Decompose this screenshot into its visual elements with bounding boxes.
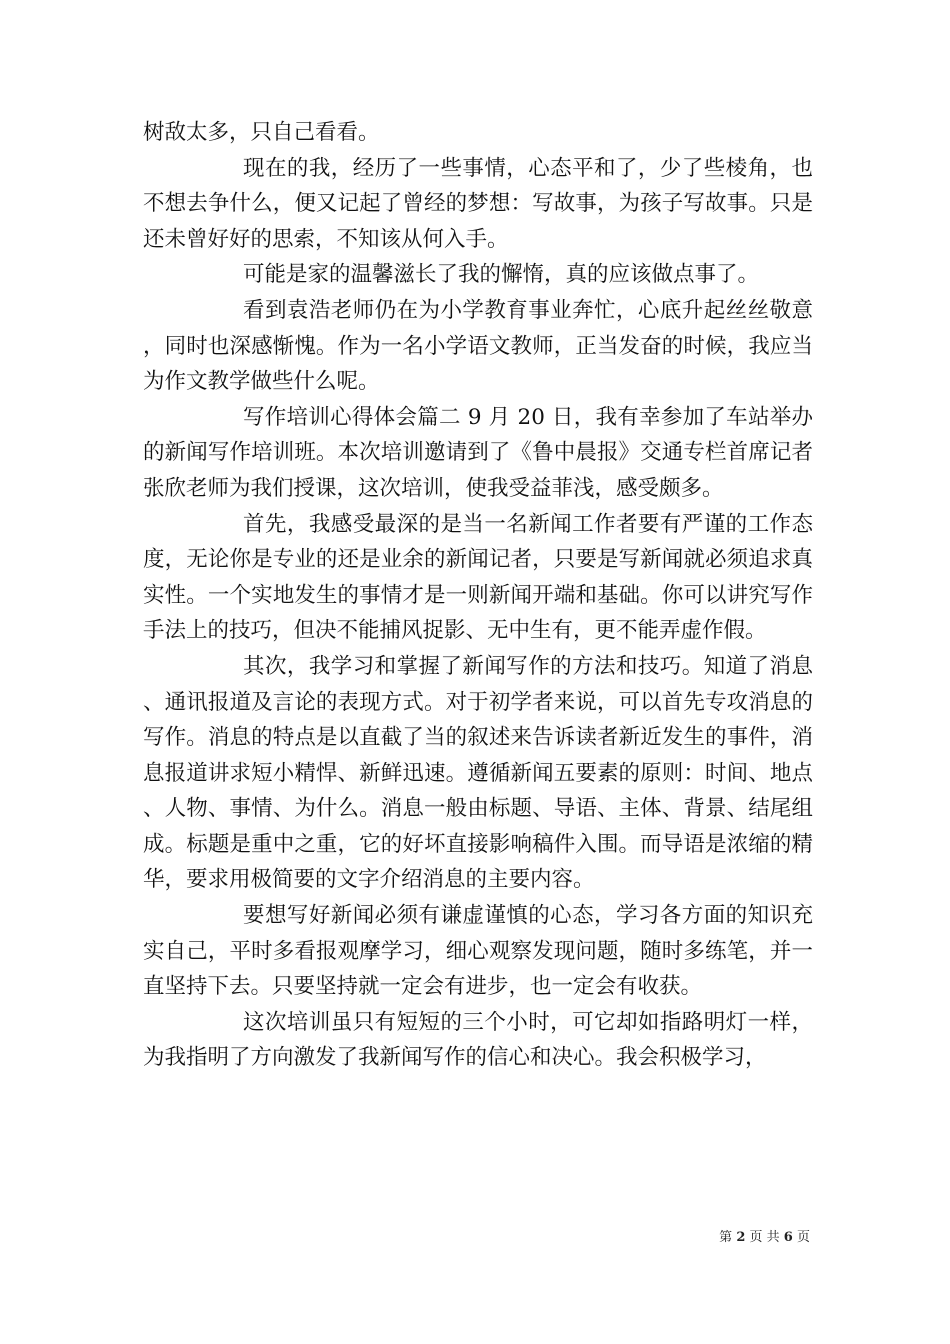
paragraph: 这次培训虽只有短短的三个小时，可它却如指路明灯一样，为我指明了方向激发了我新闻写作的信心和决心。我会积极学习， bbox=[143, 1009, 813, 1071]
current-page-number: 2 bbox=[736, 1230, 746, 1245]
footer-suffix: 页 bbox=[796, 1230, 810, 1245]
paragraph: 要想写好新闻必须有谦虚谨慎的心态，学习各方面的知识充实自己，平时多看报观摩学习，细心观察发现问题，随时多练笔，并一直坚持下去。只要坚持就一定会有进步，也一定会有收获。 bbox=[143, 903, 813, 1000]
document-body bbox=[143, 115, 813, 1076]
paragraph: 树敌太多，只自己看看。 bbox=[143, 120, 380, 145]
paragraph: 首先，我感受最深的是当一名新闻工作者要有严谨的工作态度，无论你是专业的还是业余的新闻记者，只要是写新闻就必须追求真实性。一个实地发生的事情才是一则新闻开端和基础。你可以讲究写作手法上的技巧，但决不能捕风捉影、无中生有，更不能弄虚作假。 bbox=[143, 511, 813, 644]
paragraph: 可能是家的温馨滋长了我的懈惰，真的应该做点事了。 bbox=[243, 262, 760, 288]
paragraph: 写作培训心得体会篇二 9 月 20 日，我有幸参加了车站举办的新闻写作培训班。本次培训邀请到了《鲁中晨报》交通专栏首席记者张欣老师为我们授课，这次培训，使我受益菲浅，感受颇多。 bbox=[143, 404, 813, 501]
paragraph: 看到袁浩老师仍在为小学教育事业奔忙，心底升起丝丝敬意，同时也深感惭愧。作为一名小学语文教师，正当发奋的时候，我应当为作文教学做些什么呢。 bbox=[143, 297, 813, 395]
paragraph: 现在的我，经历了一些事情，心态平和了，少了些棱角，也不想去争什么，便又记起了曾经的梦想：写故事，为孩子写故事。只是还未曾好好的思索，不知该从何入手。 bbox=[143, 155, 813, 252]
total-pages-number: 6 bbox=[783, 1230, 793, 1245]
footer-middle: 页 共 bbox=[749, 1230, 780, 1245]
footer-prefix: 第 bbox=[719, 1230, 733, 1245]
paragraph: 其次，我学习和掌握了新闻写作的方法和技巧。知道了消息、通讯报道及言论的表现方式。对于初学者来说，可以首先专攻消息的写作。消息的特点是以直截了当的叙述来告诉读者新近发生的事件，消息报道讲求短小精悍、新鲜迅速。遵循新闻五要素的原则：时间、地点、人物、事情、为什么。消息一般由标题、导语、主体、背景、结尾组成。标题是重中之重，它的好坏直接影响稿件入围。而导语是浓缩的精华，要求用极简要的文字介绍消息的主要内容。 bbox=[143, 653, 813, 893]
page-footer bbox=[690, 1226, 810, 1245]
